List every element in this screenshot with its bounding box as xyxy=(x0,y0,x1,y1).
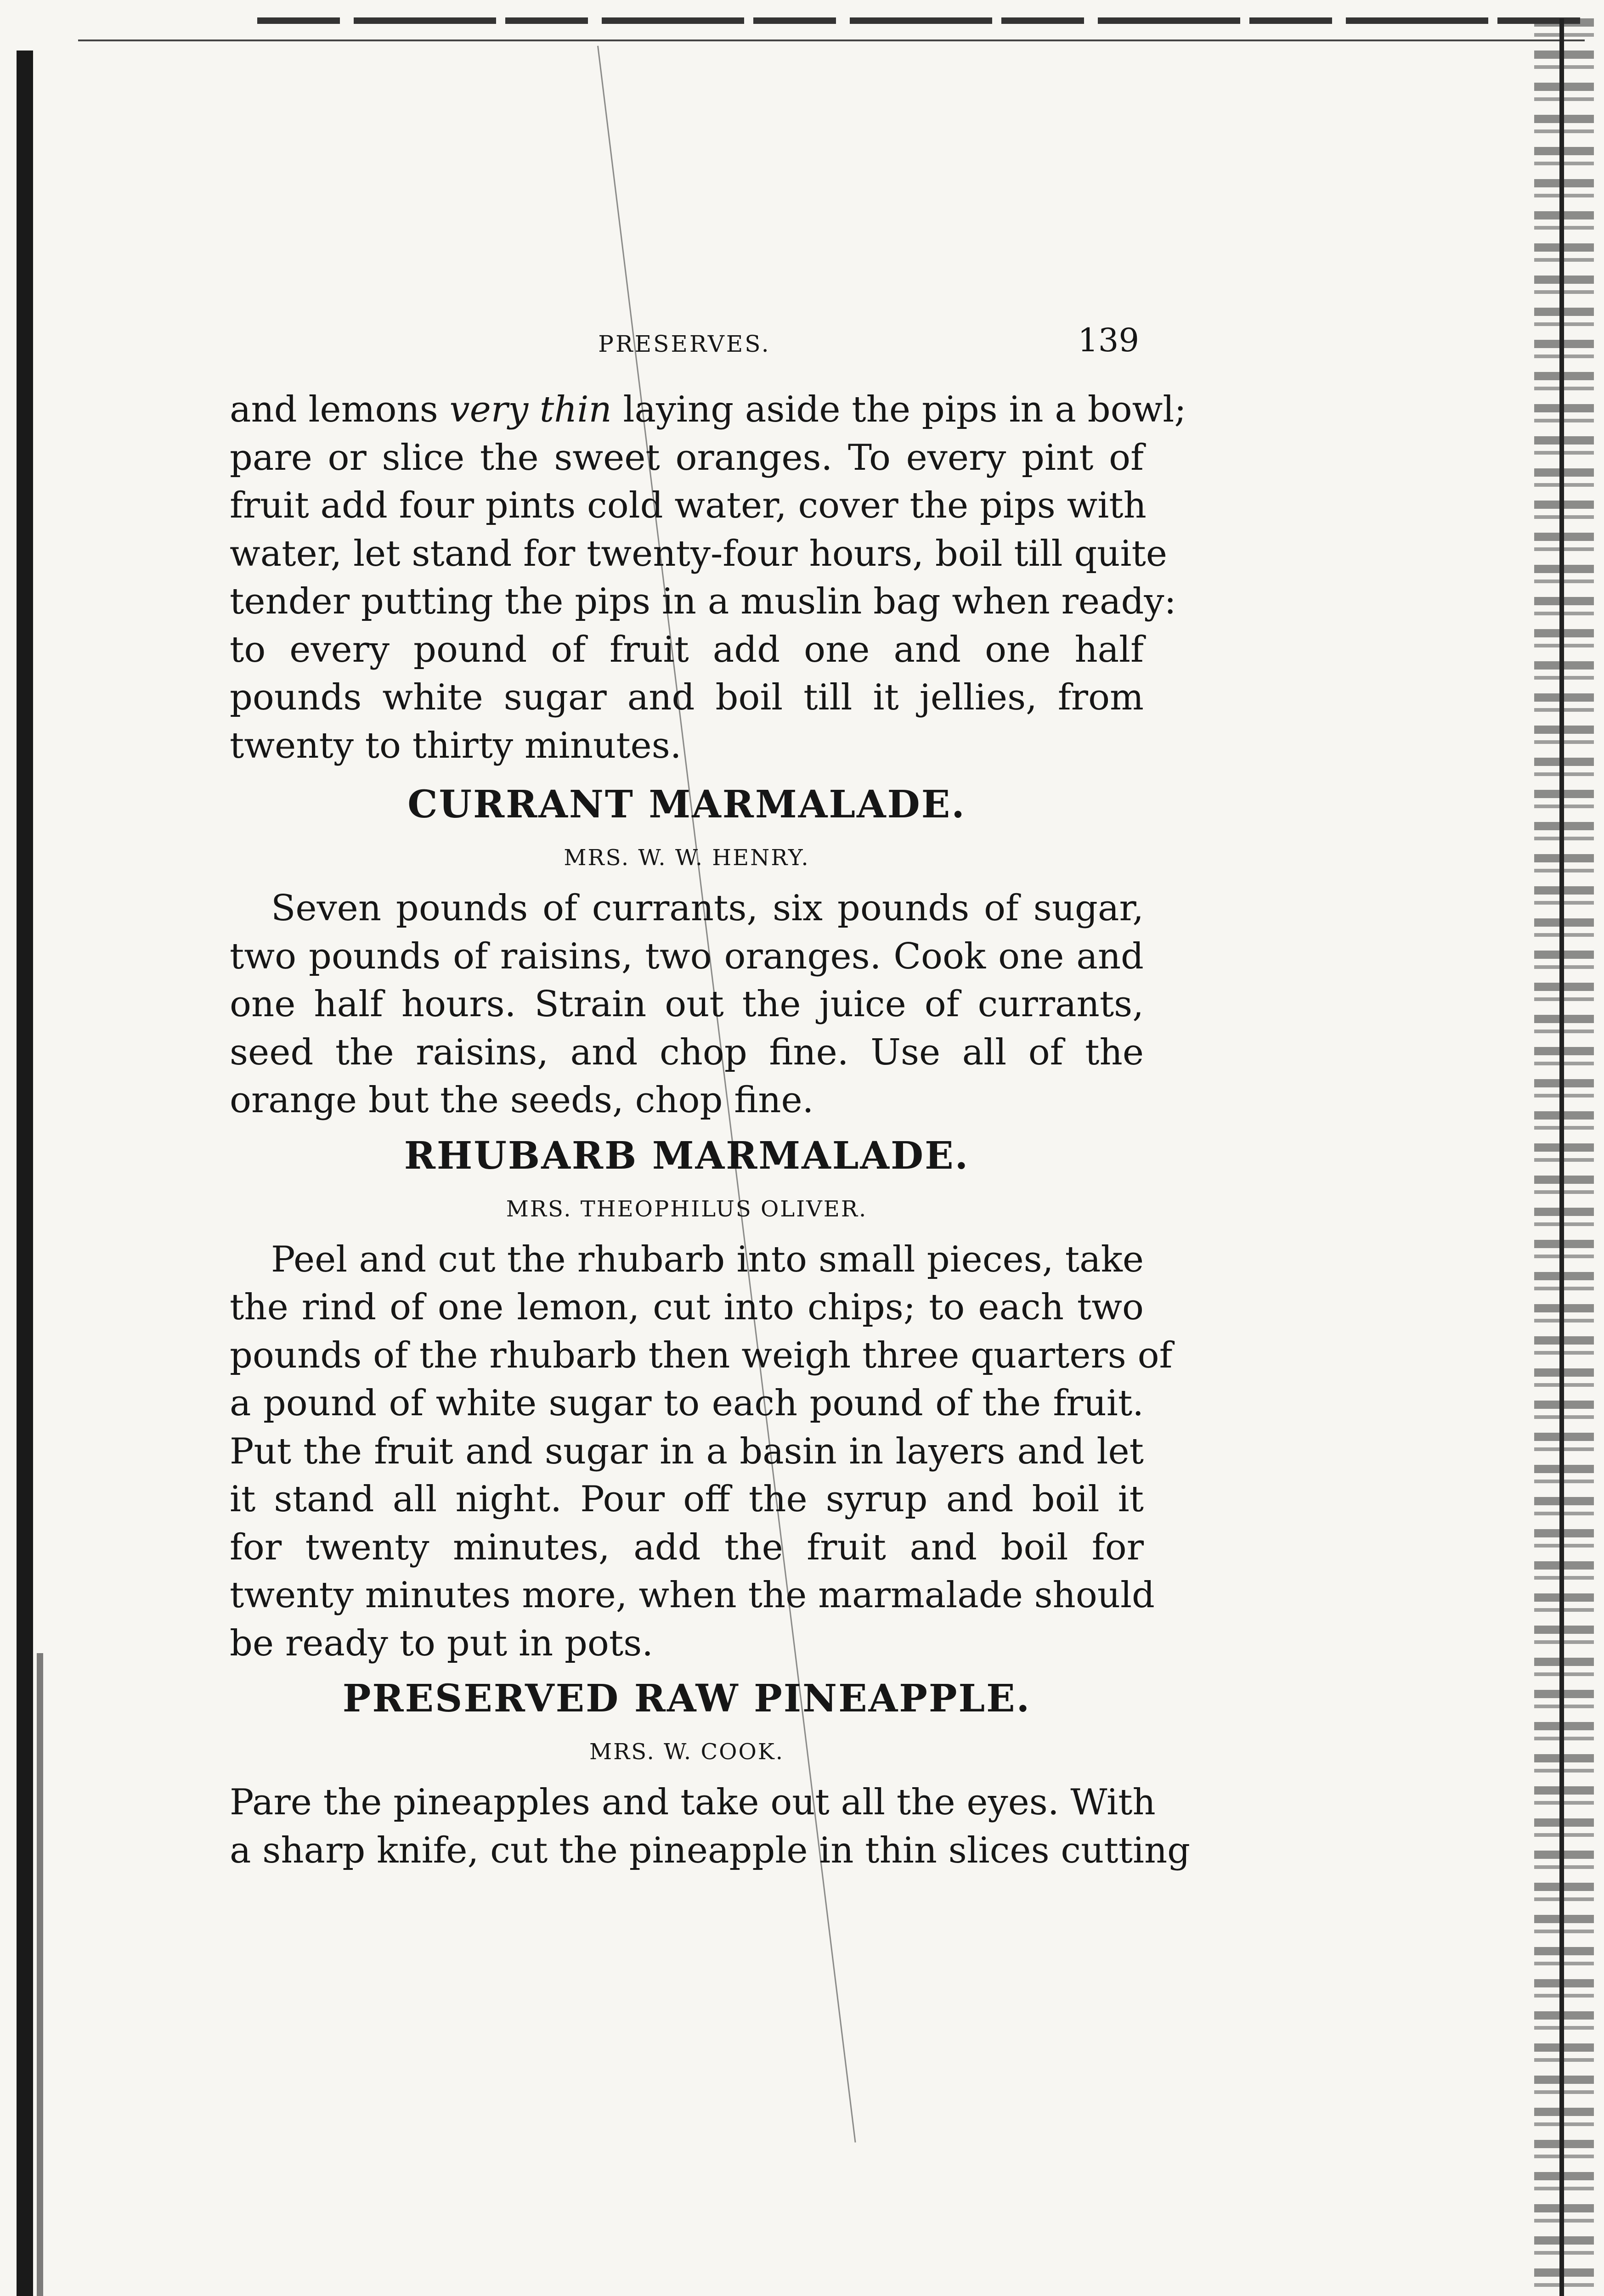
recipe-body-pineapple xyxy=(230,1778,1191,1874)
scan-right-edge xyxy=(1534,18,1594,2296)
recipe-body-currant xyxy=(230,884,1144,1125)
recipe-title-rhubarb: RHUBARB MARMALADE. xyxy=(404,1133,970,1178)
text-line: one half hours. Strain out the juice of currants, xyxy=(230,984,1144,1025)
text-line: the rind of one lemon, cut into chips; to each two xyxy=(230,1287,1144,1328)
scan-top-line xyxy=(78,39,1585,41)
intro-paragraph xyxy=(230,386,1186,770)
running-header xyxy=(230,321,1139,363)
text-line: it stand all night. Pour off the syrup and boil it xyxy=(230,1479,1144,1520)
text-line: tender putting the pips in a muslin bag when ready: xyxy=(230,581,1176,622)
text-line: Seven pounds of currants, six pounds of sugar, xyxy=(271,888,1144,929)
recipe-author-pineapple: MRS. W. COOK. xyxy=(589,1739,784,1765)
header-title: PRESERVES. xyxy=(598,331,771,357)
recipe-title-pineapple: PRESERVED RAW PINEAPPLE. xyxy=(342,1677,1031,1721)
recipe-title-currant: CURRANT MARMALADE. xyxy=(407,782,966,827)
text-line: seed the raisins, and chop fine. Use all of the xyxy=(230,1031,1144,1073)
page-number: 139 xyxy=(1078,321,1139,359)
text-line: two pounds of raisins, two oranges. Cook one and xyxy=(230,935,1144,977)
scan-top-rule xyxy=(257,17,1589,24)
text-line: a sharp knife, cut the pineapple in thin slices cutting xyxy=(230,1829,1191,1871)
recipe-author-currant: MRS. W. W. HENRY. xyxy=(564,845,810,871)
text-line: for twenty minutes, add the fruit and boil for xyxy=(230,1526,1144,1568)
text-line: pounds of the rhubarb then weigh three quarters of xyxy=(230,1334,1173,1376)
text-line xyxy=(230,386,1186,434)
scan-right-edge-bar xyxy=(1559,18,1564,2296)
text-line: to every pound of fruit add one and one half xyxy=(230,629,1144,670)
text-line: fruit add four pints cold water, cover the pips with xyxy=(230,485,1147,526)
text-line: pare or slice the sweet oranges. To every pint of xyxy=(230,437,1144,478)
text-line: pounds white sugar and boil till it jellies, from xyxy=(230,677,1144,718)
text-line: Pare the pineapples and take out all the eyes. With xyxy=(230,1782,1156,1823)
recipe-body-rhubarb xyxy=(230,1236,1173,1668)
recipe-author-rhubarb: MRS. THEOPHILUS OLIVER. xyxy=(506,1196,868,1222)
text-line: orange but the seeds, chop fine. xyxy=(230,1080,814,1121)
text-line: twenty to thirty minutes. xyxy=(230,725,682,766)
text-line: water, let stand for twenty-four hours, boil till quite xyxy=(230,533,1167,574)
page-content xyxy=(230,386,1191,1874)
scan-left-edge-shadow xyxy=(37,1653,43,2296)
text-line: twenty minutes more, when the marmalade should xyxy=(230,1575,1155,1616)
text-line: Peel and cut the rhubarb into small pieces, take xyxy=(271,1238,1144,1280)
text-line: a pound of white sugar to each pound of the fruit. xyxy=(230,1383,1144,1424)
italic-emphasis: very thin xyxy=(449,389,612,430)
scan-left-edge xyxy=(17,51,33,2296)
text-line: be ready to put in pots. xyxy=(230,1622,654,1664)
line-segment: laying aside the pips in a bowl; xyxy=(611,389,1186,430)
text-line: Put the fruit and sugar in a basin in layers and let xyxy=(230,1430,1144,1472)
line-segment: and lemons xyxy=(230,389,450,430)
